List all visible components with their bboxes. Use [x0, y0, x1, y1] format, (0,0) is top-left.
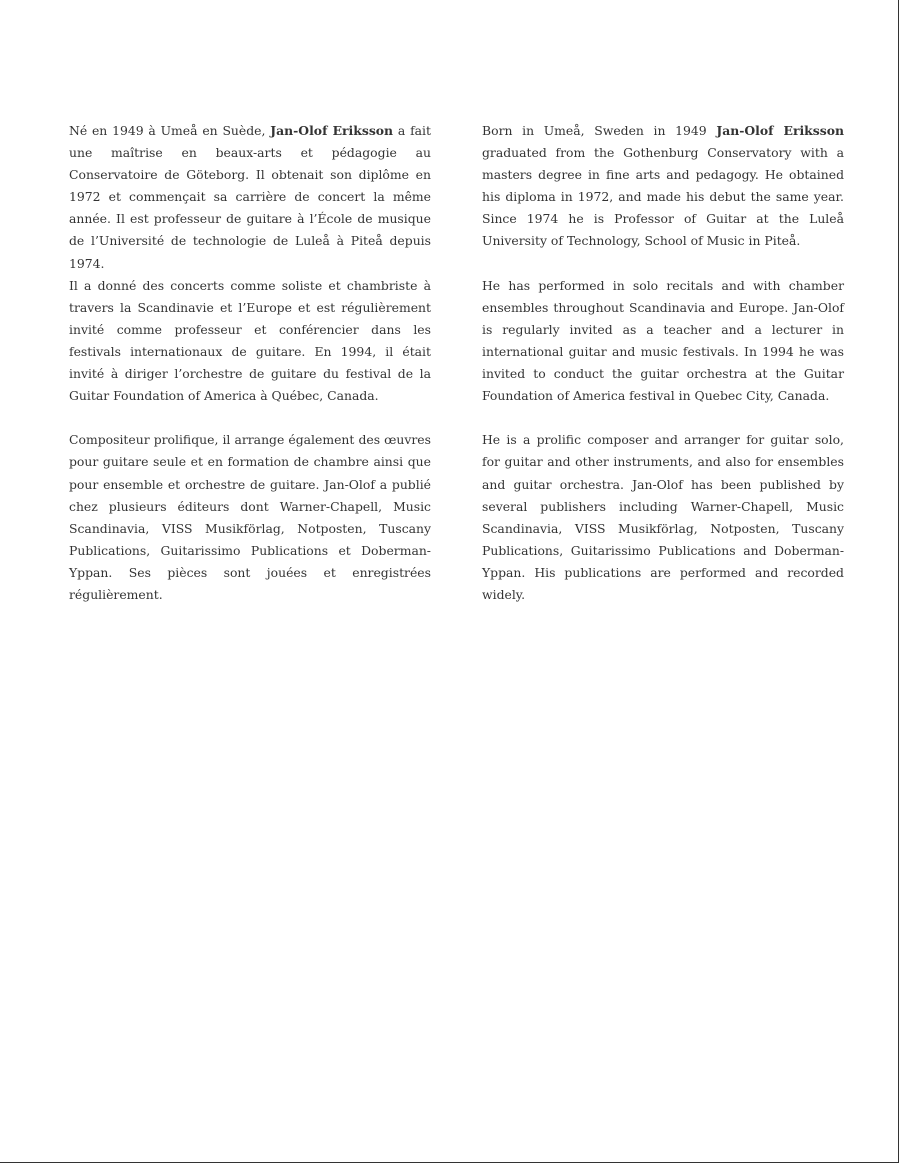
english-artist-name: Jan-Olof Eriksson: [716, 123, 844, 138]
french-intro-text: Né en 1949 à Umeå en Suède,: [69, 123, 271, 138]
french-paragraph-compositions: Compositeur prolifique, il arrange également des œuvres pour guitare seule et en formation de chambre ainsi que pour ensemble et orchestre de guitare. Jan-Olof a publié chez plusieurs éditeurs dont Warner-Chapell, Music Scandinavia, VISS Musikförlag, Notposten, Tuscany Publications, Guitarissimo Publications et Doberman-Yppan. Ses pièces sont jouées et enregistrées régulièrement.: [69, 432, 431, 602]
french-paragraph-intro: [69, 120, 431, 275]
english-paragraph-compositions: He is a prolific composer and arranger for guitar solo, for guitar and other instruments, and also for ensembles and guitar orchestra. Jan-Olof has been published by several publishers including Warner-Chapell, Music Scandinavia, VISS Musikförlag, Notposten, Tuscany Publications, Guitarissimo Publications and Doberman-Yppan. His publications are performed and recorded widely.: [482, 432, 844, 602]
french-biography-column: [69, 120, 431, 606]
english-intro-continuation: graduated from the Gothenburg Conservatory with a masters degree in fine arts and pedagogy. He obtained his diploma in 1972, and made his debut the same year. Since 1974 he is Professor of Guitar at the Luleå University of Technology, School of Music in Piteå.: [482, 145, 844, 249]
french-artist-name: Jan-Olof Eriksson: [270, 123, 394, 138]
french-intro-continuation: a fait une maîtrise en beaux-arts et pédagogie au Conservatoire de Göteborg. Il obtenait son diplôme en 1972 et commençait sa carrière de concert la même année. Il est professeur de guitare à l’École de musique de l’Université de technologie de Luleå à Piteå depuis 1974.: [69, 123, 431, 271]
english-paragraph-concerts: He has performed in solo recitals and with chamber ensembles throughout Scandinavia and Europe. Jan-Olof is regularly invited as a teacher and a lecturer in international guitar and music festivals. In 1994 he was invited to conduct the guitar orchestra at the Guitar Foundation of America festival in Quebec City, Canada.: [482, 277, 844, 404]
english-paragraph-intro: [482, 120, 844, 253]
english-intro-text: Born in Umeå, Sweden in 1949: [482, 123, 717, 138]
french-paragraph-concerts: Il a donné des concerts comme soliste et chambriste à travers la Scandinavie et l’Europe et est régulièrement invité comme professeur et conférencier dans les festivals internationaux de guitare. En 1994, il était invité à diriger l’orchestre de guitare du festival de la Guitar Foundation of America à Québec, Canada.: [69, 277, 431, 404]
english-biography-column: [482, 120, 844, 606]
